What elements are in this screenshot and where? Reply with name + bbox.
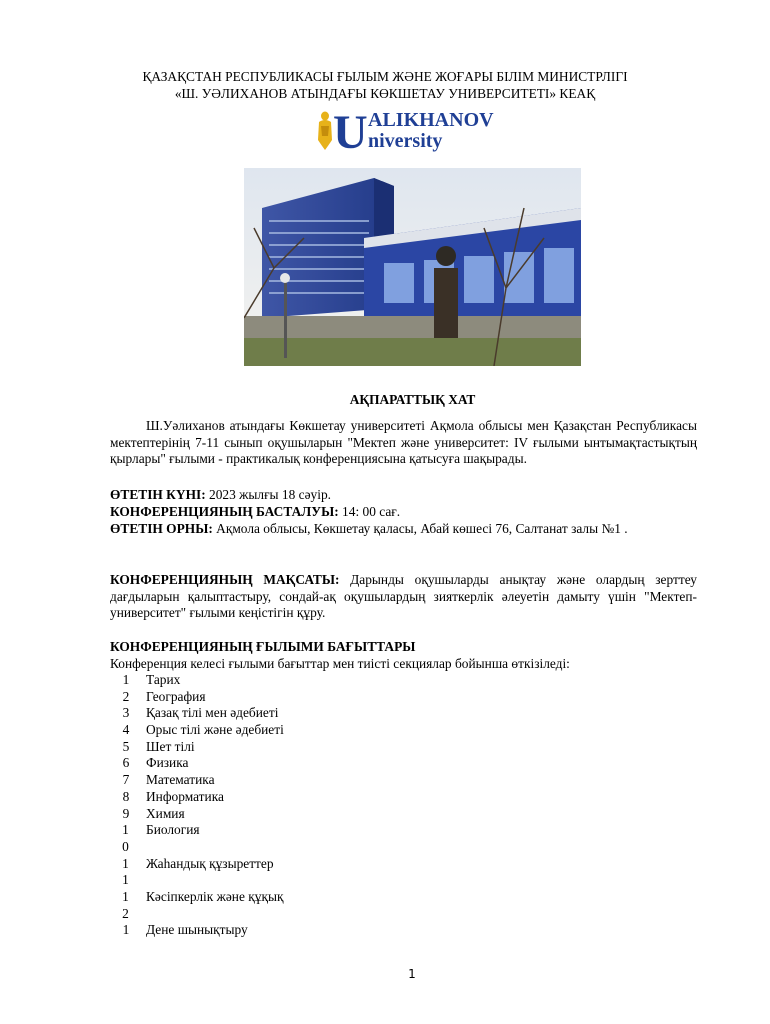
list-item: 3 Қазақ тілі мен әдебиеті <box>122 705 279 721</box>
logo-letter: U <box>333 106 368 152</box>
list-item: 5 Шет тілі <box>122 738 195 754</box>
start-time <box>110 504 697 521</box>
date-label: ӨТЕТІН КҮНІ: <box>110 487 206 502</box>
list-item: 4 Орыс тілі және әдебиеті <box>122 722 284 738</box>
list-item: 6 Физика <box>122 755 189 771</box>
place-label: ӨТЕТІН ОРНЫ: <box>110 521 213 536</box>
goal-label: КОНФЕРЕНЦИЯНЫҢ МАҚСАТЫ: <box>110 572 340 587</box>
list-item: 7 Математика <box>122 772 215 788</box>
document-title: АҚПАРАТТЫҚ ХАТ <box>349 392 476 407</box>
goal-value: Дарынды оқушыларды анықтау және олардың зерттеу дағдыларын қалыптастыру, сондай-ақ оқушылардың зияткерлік әлеуетін дамыту үшін "Мектеп-университет" ғылыми кеңістігін құру. <box>110 572 697 621</box>
logo-word-1: ALIKHANOV <box>368 109 494 131</box>
start-value: 14: 00 сағ. <box>338 504 401 519</box>
list-item: 10 Биология <box>122 822 200 854</box>
directions-intro: Конференция келесі ғылыми бағыттар мен тиісті секциялар бойынша өткізіледі: <box>110 656 570 671</box>
list-item: 1 Тарих <box>122 672 181 687</box>
list-item: 11 Жаһандық құзыреттер <box>122 855 274 888</box>
list-item: 1 Дене шынықтыру <box>122 922 248 938</box>
university-logo <box>316 106 496 152</box>
logo-word-2: niversity <box>368 130 443 152</box>
intro-paragraph: Ш.Уәлиханов атындағы Көкшетау университеті Ақмола облысы мен Қазақстан Республикасы мектептерінің 7-11 сынып оқушыларын "Мектеп және университет: IV ғылыми ынтымақтастықтың қырлары" ғылыми - практикалық конференциясына қатысуға шақырады. <box>110 418 697 467</box>
start-label: КОНФЕРЕНЦИЯНЫҢ БАСТАЛУЫ: <box>110 504 339 519</box>
event-place <box>110 521 697 538</box>
place-value: Ақмола облысы, Көкшетау қаласы, Абай көшесі 76, Салтанат залы №1 . <box>212 521 628 536</box>
list-item: 9 Химия <box>122 805 185 821</box>
list-item: 2 География <box>122 688 206 704</box>
event-date <box>110 487 697 504</box>
ministry-header: ҚАЗАҚСТАН РЕСПУБЛИКАСЫ ҒЫЛЫМ ЖӘНЕ ЖОҒАРЫ БІЛІМ МИНИСТРЛІГІ <box>142 69 628 84</box>
university-building-photo <box>244 168 581 366</box>
directions-heading: КОНФЕРЕНЦИЯНЫҢ ҒЫЛЫМИ БАҒЫТТАРЫ <box>110 639 416 654</box>
conference-goal <box>110 572 697 622</box>
list-item: 8 Информатика <box>122 788 224 804</box>
statue-icon <box>318 112 332 151</box>
page-number: 1 <box>408 967 416 981</box>
university-header: «Ш. УӘЛИХАНОВ АТЫНДАҒЫ КӨКШЕТАУ УНИВЕРСИТЕТІ» КЕАҚ <box>174 86 596 101</box>
directions-list <box>110 672 697 939</box>
date-value: 2023 жылғы 18 сәуір. <box>205 487 331 502</box>
list-item: 12 Кәсіпкерлік және құқық <box>122 888 284 921</box>
